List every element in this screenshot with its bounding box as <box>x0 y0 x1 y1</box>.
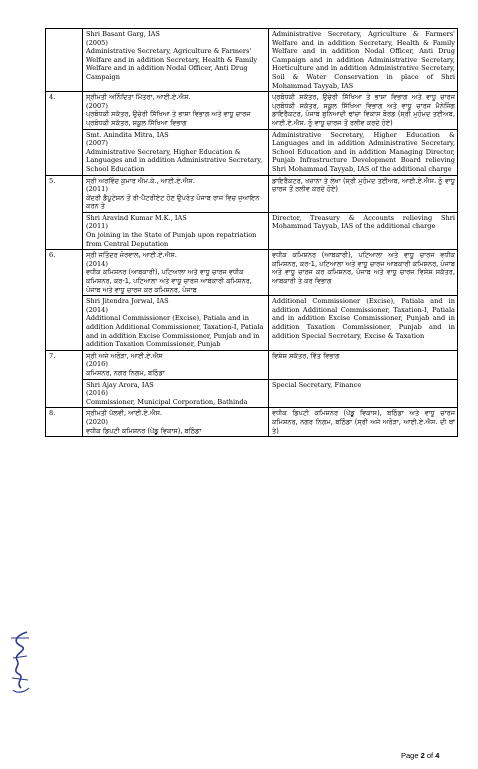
officer-year: (2014) <box>86 305 108 314</box>
officer-year: (2011) <box>86 185 108 194</box>
officer-cell <box>83 350 269 379</box>
officer-year: (2016) <box>86 360 108 369</box>
posting-cell: Additional Commissioner (Excise), Patiala and in addition Additional Commissioner, Taxation-I, Patiala and in addition Excise Commissioner, Punjab and in addition Taxation Commissioner, Punjab and in addition Special Secretary, Excise & Taxation <box>269 296 458 351</box>
officer-cell <box>83 408 269 437</box>
officer-year: (2011) <box>86 222 108 231</box>
officer-year: (2007) <box>86 139 108 148</box>
officer-detail: ਕੇਂਦਰੀ ਡੈਪੂਟੇਸ਼ਨ ਤੋਂ ਰੀ-ਪੈਟਰੀਏਟ ਹੋਣ ਉਪਰੰਤ ਪੰਜਾਬ ਰਾਜ ਵਿਚ ਜੁਆਇਨ ਕਰਨ ਤੇ <box>86 193 260 211</box>
serial-number: 6. <box>46 250 83 351</box>
posting-cell: Director, Treasury & Accounts relieving Shri Mohammad Tayyab, IAS of the additional charge <box>269 212 458 249</box>
officer-cell <box>83 250 269 296</box>
officer-cell <box>83 92 269 129</box>
posting-cell: ਵਿਸ਼ੇਸ਼ ਸਕੱਤਰ, ਵਿੱਤ ਵਿਭਾਗ <box>269 350 458 379</box>
posting-cell: ਵਧੀਕ ਡਿਪਟੀ ਕਮਿਸ਼ਨਰ (ਪੇਂਡੂ ਵਿਕਾਸ), ਬਠਿੰਡਾ ਅਤੇ ਵਾਧੂ ਚਾਰਜ ਕਮਿਸ਼ਨਰ, ਨਗਰ ਨਿਗਮ, ਬਠਿੰਡਾ (ਸ੍ਰੀ ਅਜੇ ਅਰੋੜਾ, ਆਈ.ਏ.ਐਸ. ਦੀ ਥਾਂ ਤੇ) <box>269 408 458 437</box>
table-row <box>46 175 458 212</box>
officer-detail: ਪ੍ਰਬੰਧਕੀ ਸਕੱਤਰ, ਉਚੇਰੀ ਸਿੱਖਿਆ ਤੇ ਭਾਸ਼ਾ ਵਿਭਾਗ ਅਤੇ ਵਾਧੂ ਚਾਰਜ ਪ੍ਰਬੰਧਕੀ ਸਕੱਤਰ, ਸਕੂਲ ਸਿੱਖਿਆ ਵਿਭਾਗ <box>86 110 251 127</box>
table-row <box>46 29 458 92</box>
posting-cell: Administrative Secretary, Higher Education & Languages and in addition Administrative Secretary, School Education and in addition Managing Director, Punjab Infrastructure Development Board relieving Shri Mohammad Tayyab, IAS of the additional charge <box>269 129 458 175</box>
serial-number: 4. <box>46 92 83 175</box>
officer-name: ਸ੍ਰੀ ਅਰਵਿੰਦ ਕੁਮਾਰ ਐਮ.ਕੇ., ਆਈ.ਏ.ਐਸ. <box>86 176 195 185</box>
table-row <box>46 129 458 175</box>
officer-name: Shri Basant Garg, IAS <box>86 30 160 38</box>
posting-cell: ਵਧੀਕ ਕਮਿਸ਼ਨਰ (ਆਬਕਾਰੀ), ਪਟਿਆਲਾ ਅਤੇ ਵਾਧੂ ਚਾਰਜ ਵਧੀਕ ਕਮਿਸ਼ਨਰ, ਕਰ-1, ਪਟਿਆਲਾ ਅਤੇ ਵਾਧੂ ਚਾਰਜ ਆਬਕਾਰੀ ਕਮਿਸ਼ਨਰ, ਪੰਜਾਬ ਅਤੇ ਵਾਧੂ ਚਾਰਜ ਕਰ ਕਮਿਸ਼ਨਰ, ਪੰਜਾਬ ਅਤੇ ਵਾਧੂ ਚਾਰਜ ਵਿਸ਼ੇਸ਼ ਸਕੱਤਰ, ਆਬਕਾਰੀ ਤੇ ਕਰ ਵਿਭਾਗ <box>269 250 458 296</box>
officer-cell <box>83 29 269 92</box>
officer-cell <box>83 296 269 351</box>
officer-cell <box>83 212 269 249</box>
officer-cell <box>83 129 269 175</box>
posting-cell: ਪ੍ਰਬੰਧਕੀ ਸਕੱਤਰ, ਉਚੇਰੀ ਸਿੱਖਿਆ ਤੇ ਭਾਸ਼ਾ ਵਿਭਾਗ ਅਤੇ ਵਾਧੂ ਚਾਰਜ ਪ੍ਰਬੰਧਕੀ ਸਕੱਤਰ, ਸਕੂਲ ਸਿੱਖਿਆ ਵਿਭਾਗ ਅਤੇ ਵਾਧੂ ਚਾਰਜ ਮੈਨੇਜਿੰਗ ਡਾਇਰੈਕਟਰ, ਪੰਜਾਬ ਬੁਨਿਆਦੀ ਢਾਂਚਾ ਵਿਕਾਸ ਬੋਰਡ (ਸ੍ਰੀ ਮੁਹੰਮਦ ਤਈਅਬ, ਆਈ.ਏ.ਐਸ. ਨੂੰ ਵਾਧੂ ਚਾਰਜ ਤੋਂ ਰਲੀਵ ਕਰਦੇ ਹੋਏ) <box>269 92 458 129</box>
signature-stamp <box>7 628 33 696</box>
officer-detail: Commissioner, Municipal Corporation, Bathinda <box>86 397 248 406</box>
serial-number: 7. <box>46 350 83 408</box>
officer-year: (2016) <box>86 389 108 398</box>
officer-year: (2007) <box>86 101 108 110</box>
serial-number <box>46 29 83 92</box>
handwritten-signature-image <box>7 628 33 696</box>
table-row <box>46 212 458 249</box>
table-row <box>46 250 458 296</box>
page-current: 2 <box>420 751 425 760</box>
officer-detail: On joining in the State of Punjab upon repatriation from Central Deputation <box>86 231 257 248</box>
page-prefix: Page <box>401 751 421 760</box>
officer-name: ਸ੍ਰੀ ਜਤਿੰਦਰ ਜੋਰਵਾਲ, ਆਈ.ਏ.ਐਸ. <box>86 251 177 260</box>
page-total: 4 <box>435 751 440 760</box>
posting-cell: Special Secretary, Finance <box>269 379 458 408</box>
officer-year: (2020) <box>86 417 108 426</box>
officer-year: (2014) <box>86 259 108 268</box>
officer-name: Shri Ajay Arora, IAS <box>86 380 154 389</box>
officer-cell <box>83 379 269 408</box>
officer-detail: Administrative Secretary, Agriculture & Farmers' Welfare and in addition Secretary, Health & Family Welfare and in addition Nodal Officer, Anti Drug Campaign <box>86 47 258 81</box>
posting-cell: Administrative Secretary, Agriculture & Farmers' Welfare and in addition Secretary, Health & Family Welfare and in addition Nodal Officer, Anti Drug Campaign and in addition Administrative Secretary, Horticulture and in addition Administrative Secretary, Soil & Water Conservation in place of Shri Mohammad Tayyab, IAS <box>269 29 458 92</box>
serial-number: 5. <box>46 175 83 250</box>
officer-cell <box>83 175 269 212</box>
officer-detail: Additional Commissioner (Excise), Patiala and in addition Additional Commissioner, Taxation-I, Patiala and in addition Excise Commissioner, Punjab and in addition Taxation Commissioner, Punjab <box>86 314 264 349</box>
officer-name: Smt. Anindita Mitra, IAS <box>86 130 169 139</box>
serial-number: 8. <box>46 408 83 437</box>
table-row <box>46 92 458 129</box>
table-row <box>46 350 458 379</box>
officer-name: Shri Jitendra Jorwal, IAS <box>86 297 169 306</box>
officer-detail: ਵਧੀਕ ਡਿਪਟੀ ਕਮਿਸ਼ਨਰ (ਪੇਂਡੂ ਵਿਕਾਸ), ਬਠਿੰਡਾ <box>86 426 202 435</box>
table-row <box>46 379 458 408</box>
page-separator: of <box>424 751 436 760</box>
officer-detail: Administrative Secretary, Higher Education & Languages and in addition Administrative Secretary, School Education <box>86 147 263 173</box>
officer-year: (2005) <box>86 38 108 47</box>
table-row <box>46 408 458 437</box>
officer-name: ਸ੍ਰੀਮਤੀ ਪੱਲਵੀ, ਆਈ.ਏ.ਐਸ. <box>86 409 163 418</box>
transfer-orders-table <box>45 28 458 437</box>
posting-cell: ਡਾਇਰੈਕਟਰ, ਖਜ਼ਾਨਾ ਤੇ ਲੇਖਾ (ਸ੍ਰੀ ਮੁਹੰਮਦ ਤਈਅਬ, ਆਈ.ਏ.ਐਸ. ਨੂੰ ਵਾਧੂ ਚਾਰਜ ਤੋਂ ਰਲੀਵ ਕਰਦੇ ਹੋਏ) <box>269 175 458 212</box>
page-number <box>401 751 439 760</box>
officer-name: ਸ੍ਰੀ ਅਜੇ ਅਰੋੜਾ, ਆਈ.ਏ.ਐਸ <box>86 351 163 360</box>
officer-name: ਸ੍ਰੀਮਤੀ ਅਨਿੰਦਿਤਾ ਮਿੱਤਰਾ, ਆਈ.ਏ.ਐਸ. <box>86 93 191 102</box>
officer-detail: ਕਮਿਸ਼ਨਰ, ਨਗਰ ਨਿਗਮ, ਬਠਿੰਡਾ <box>86 368 165 377</box>
table-row <box>46 296 458 351</box>
officer-detail: ਵਧੀਕ ਕਮਿਸ਼ਨਰ (ਆਬਕਾਰੀ), ਪਟਿਆਲਾ ਅਤੇ ਵਾਧੂ ਚਾਰਜ ਵਧੀਕ ਕਮਿਸ਼ਨਰ, ਕਰ-1, ਪਟਿਆਲਾ ਅਤੇ ਵਾਧੂ ਚਾਰਜ ਆਬਕਾਰੀ ਕਮਿਸ਼ਨਰ, ਪੰਜਾਬ ਅਤੇ ਵਾਧੂ ਚਾਰਜ ਕਰ ਕਮਿਸ਼ਨਰ, ਪੰਜਾਬ <box>86 268 252 294</box>
officer-name: Shri Aravind Kumar M.K., IAS <box>86 213 187 222</box>
